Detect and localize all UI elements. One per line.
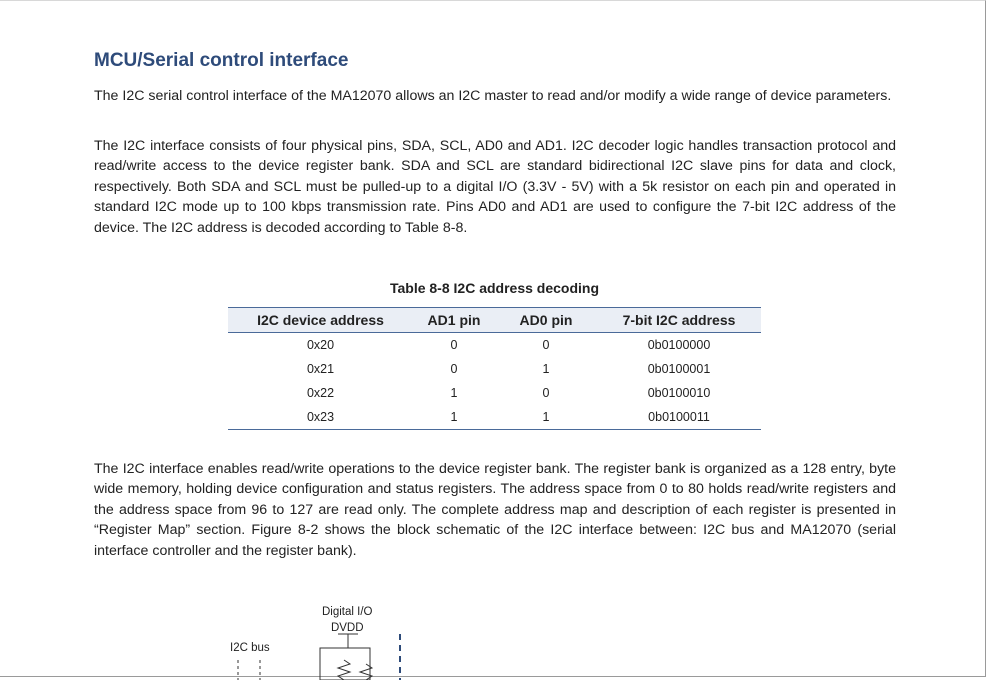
i2c-schematic-fragment xyxy=(220,620,420,680)
table-header-row xyxy=(228,308,761,333)
pullup-rail xyxy=(320,648,370,680)
cell-ad1: 0 xyxy=(450,338,458,352)
header-7bit-address: 7-bit I2C address xyxy=(597,308,761,333)
paragraph-pins: The I2C interface consists of four physical pins, SDA, SCL, AD0 and AD1. I2C decoder logic handles transaction protocol and read/write access to the device register bank. SDA and SCL are standard bidirectional I2C slave pins for data and clock, respectively. Both SDA and SCL must be pulled-up to a digital I/O (3.3V - 5V) with a 5k resistor on each pin and operated in standard I2C mode up to 100 kbps transmission rate. Pins AD0 and AD1 are used to configure the 7-bit I2C address of the device. The I2C address is decoded according to Table 8-8. xyxy=(94,138,896,236)
cell-7bit-address: 0b0100011 xyxy=(648,410,710,424)
cell-device-address: 0x23 xyxy=(306,410,335,424)
cell-ad1: 1 xyxy=(450,410,458,424)
cell-7bit-address: 0b0100000 xyxy=(647,338,711,352)
cell-device-address: 0x21 xyxy=(306,362,335,376)
paragraph-intro: The I2C serial control interface of the MA12070 allows an I2C master to read and/or modify a wide range of device parameters. xyxy=(94,88,892,104)
cell-ad0: 0 xyxy=(542,386,550,400)
digital-io-text: Digital I/O xyxy=(322,606,373,618)
cell-device-address: 0x22 xyxy=(306,386,335,400)
cell-ad1: 0 xyxy=(450,362,458,376)
table-row xyxy=(228,405,761,430)
i2c-bus-label: I2C bus xyxy=(230,642,270,654)
table-caption: Table 8-8 I2C address decoding xyxy=(389,280,600,296)
cell-ad0: 0 xyxy=(542,338,550,352)
cell-7bit-address: 0b0100010 xyxy=(647,386,711,400)
cell-ad1: 1 xyxy=(450,386,458,400)
table-row xyxy=(228,357,761,381)
cell-device-address: 0x20 xyxy=(306,338,335,352)
table-row xyxy=(228,333,761,358)
header-ad0-pin: AD0 pin xyxy=(495,308,597,333)
address-decoding-table xyxy=(228,307,761,430)
cell-ad0: 1 xyxy=(542,362,550,376)
cell-7bit-address: 0b0100001 xyxy=(647,362,711,376)
dvdd-text: DVDD xyxy=(330,622,364,634)
cell-ad0: 1 xyxy=(542,410,550,424)
header-ad1-pin: AD1 pin xyxy=(413,308,495,333)
paragraph-register-bank: The I2C interface enables read/write operations to the device register bank. The register bank is organized as a 128 entry, byte wide memory, holding device configuration and status registers. The address space from 0 to 80 holds read/write registers and the address space from 96 to 127 are read only. The complete address map and description of each register is presented in “Register Map” section. Figure 8-2 shows the block schematic of the I2C interface between: I2C bus and MA12070 (serial interface controller and the register bank). xyxy=(94,461,896,559)
header-device-address: I2C device address xyxy=(228,308,413,333)
section-heading: MCU/Serial control interface xyxy=(94,50,349,71)
pullup-resistor-sda xyxy=(338,660,350,680)
table-row xyxy=(228,381,761,405)
